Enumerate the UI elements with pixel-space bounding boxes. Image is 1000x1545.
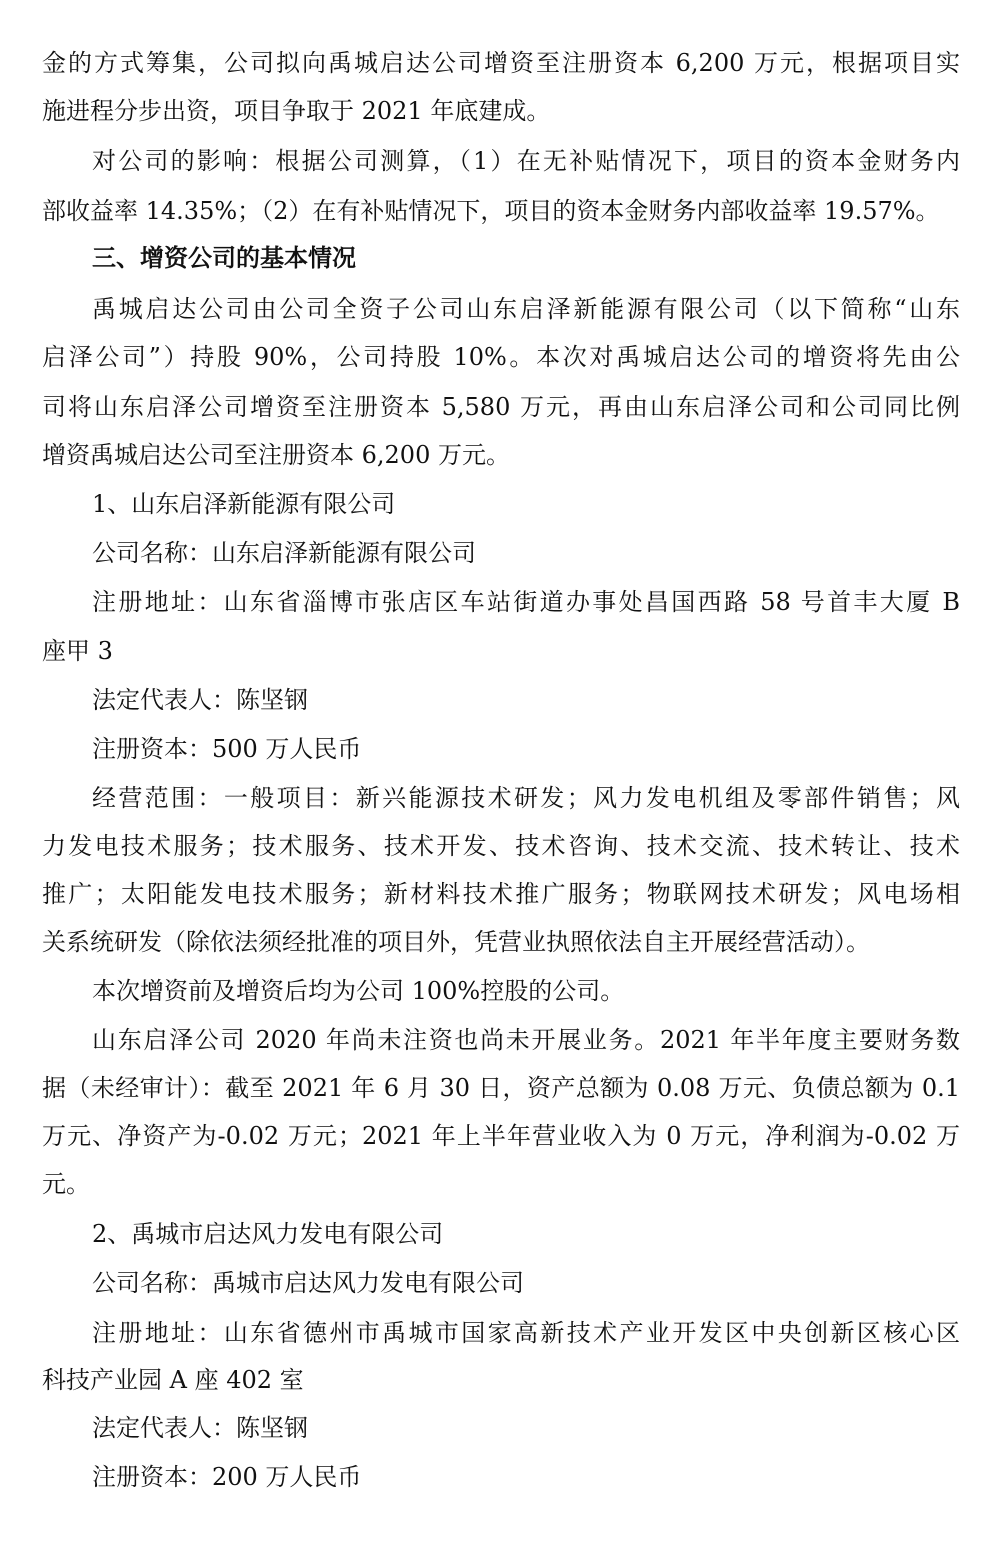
text-line: 注册资本：200 万人民币 [92, 1463, 362, 1491]
text-line: 据（未经审计）：截至 2021 年 6 月 30 日，资产总额为 0.08 万元、负债总额为 0.1 [42, 1074, 960, 1102]
text-line: 施进程分步出资，项目争取于 2021 年底建成。 [42, 97, 551, 125]
text-line: 注册资本：500 万人民币 [92, 735, 362, 763]
text-line: 山东启泽公司 2020 年尚未注资也尚未开展业务。2021 年半年度主要财务数 [92, 1026, 960, 1054]
text-line: 公司名称：山东启泽新能源有限公司 [92, 539, 476, 567]
text-line: 科技产业园 A 座 402 室 [42, 1366, 304, 1394]
text-line: 部收益率 14.35%；（2）在有补贴情况下，项目的资本金财务内部收益率 19.57%。 [42, 197, 940, 225]
subsection-heading: 1、山东启泽新能源有限公司 [92, 490, 396, 518]
text-line: 万元、净资产为-0.02 万元；2021 年上半年营业收入为 0 万元，净利润为-0.02 万 [42, 1122, 960, 1150]
text-line: 关系统研发（除依法须经批准的项目外，凭营业执照依法自主开展经营活动）。 [42, 928, 870, 956]
text-line: 元。 [42, 1170, 90, 1198]
text-line: 法定代表人：陈坚钢 [92, 1414, 308, 1442]
text-line: 司将山东启泽公司增资至注册资本 5,580 万元，再由山东启泽公司和公司同比例 [42, 393, 960, 421]
text-line: 禹城启达公司由公司全资子公司山东启泽新能源有限公司（以下简称“山东 [92, 295, 960, 323]
subsection-heading: 2、禹城市启达风力发电有限公司 [92, 1220, 444, 1248]
section-heading: 三、增资公司的基本情况 [92, 243, 356, 272]
text-line: 金的方式筹集，公司拟向禹城启达公司增资至注册资本 6,200 万元，根据项目实 [42, 49, 960, 77]
text-line: 座甲 3 [42, 637, 113, 665]
text-line: 本次增资前及增资后均为公司 100%控股的公司。 [92, 977, 625, 1005]
text-line: 启泽公司”）持股 90%，公司持股 10%。本次对禹城启达公司的增资将先由公 [42, 343, 960, 371]
text-line: 公司名称：禹城市启达风力发电有限公司 [92, 1269, 524, 1297]
text-line: 经营范围：一般项目：新兴能源技术研发；风力发电机组及零部件销售；风 [92, 784, 960, 812]
text-line: 法定代表人：陈坚钢 [92, 686, 308, 714]
text-line: 力发电技术服务；技术服务、技术开发、技术咨询、技术交流、技术转让、技术 [42, 832, 960, 860]
text-line: 注册地址：山东省淄博市张店区车站街道办事处昌国西路 58 号首丰大厦 B [92, 588, 960, 616]
text-line: 推广；太阳能发电技术服务；新材料技术推广服务；物联网技术研发；风电场相 [42, 880, 960, 908]
text-line: 对公司的影响：根据公司测算，（1）在无补贴情况下，项目的资本金财务内 [92, 147, 960, 175]
text-line: 注册地址：山东省德州市禹城市国家高新技术产业开发区中央创新区核心区 [92, 1319, 960, 1347]
text-line: 增资禹城启达公司至注册资本 6,200 万元。 [42, 441, 510, 469]
